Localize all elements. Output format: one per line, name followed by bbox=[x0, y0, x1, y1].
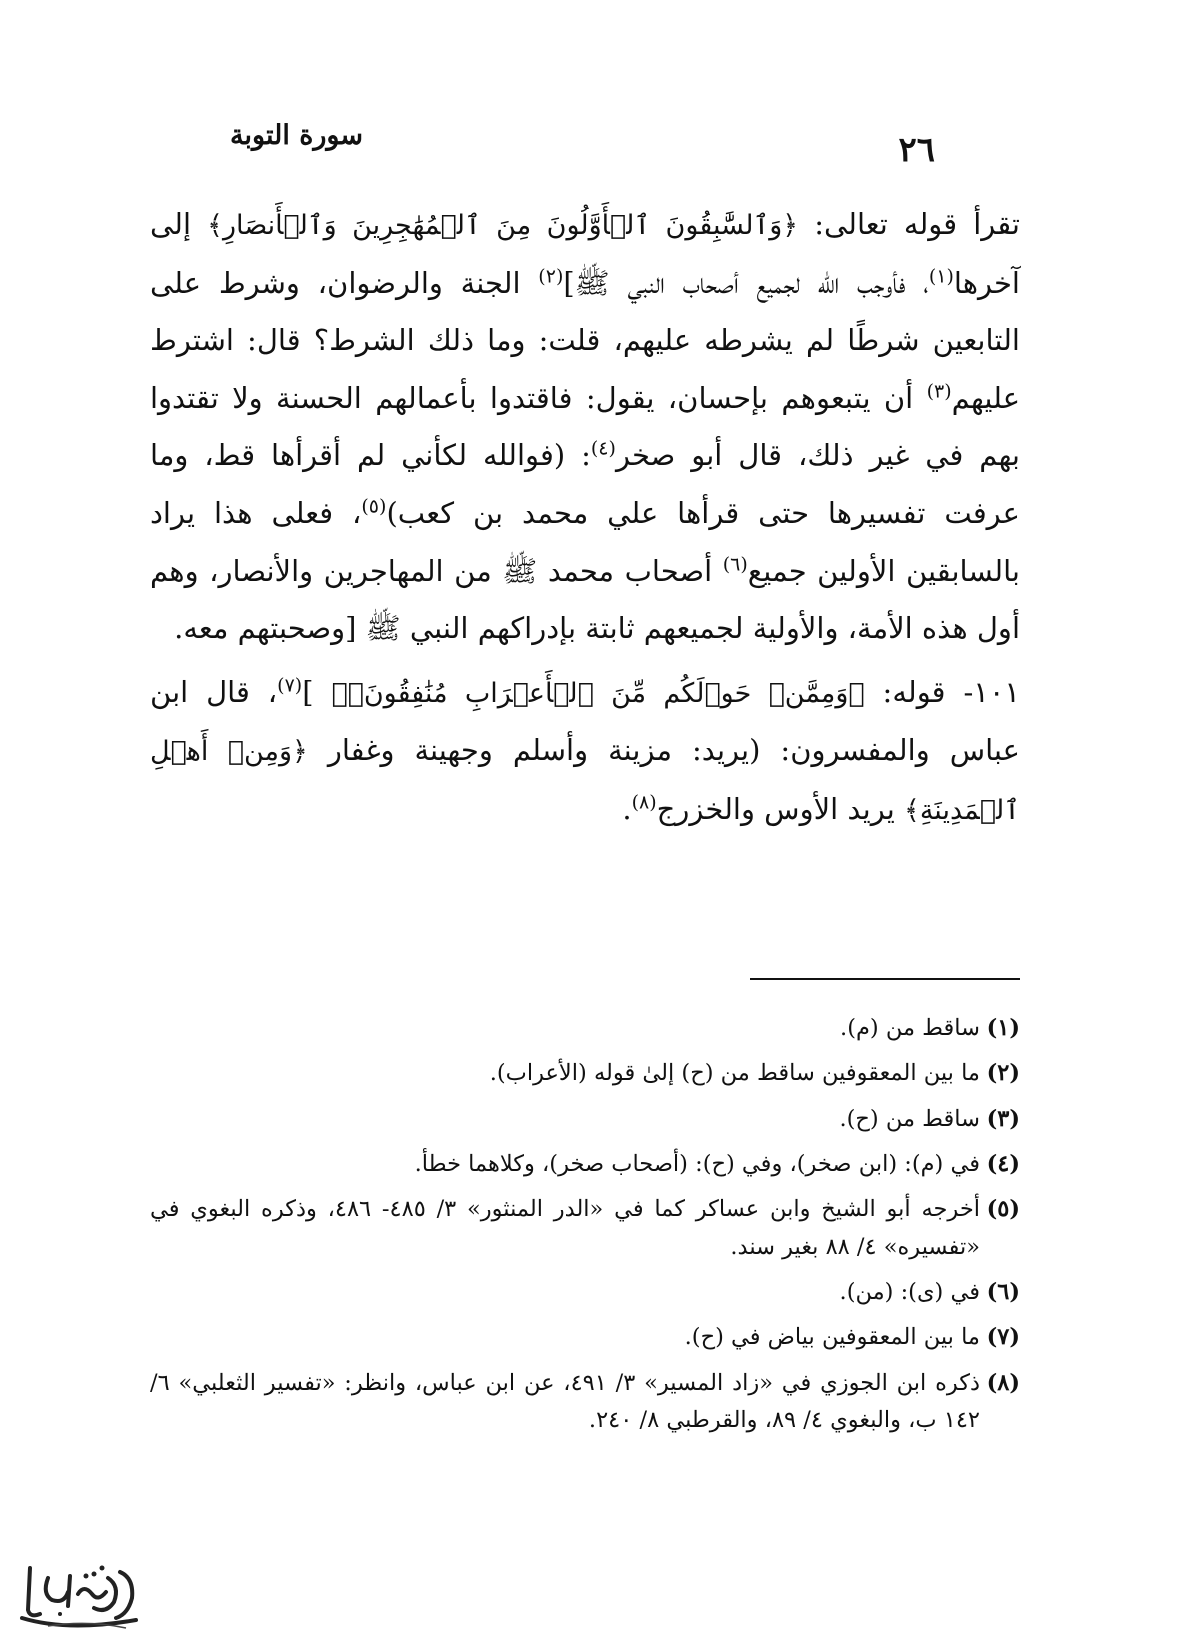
text-segment: : (فوالله لكأني لم أقرأها قط، وما عرفت تفسيرها حتى قرأها علي محمد بن كعب) bbox=[150, 438, 1020, 530]
footnote-ref[interactable]: (٧) bbox=[277, 674, 303, 697]
footnote-item bbox=[150, 1146, 1020, 1184]
paragraph bbox=[150, 664, 1020, 840]
surah-title: سورة التوبة bbox=[230, 120, 363, 151]
footnote-item bbox=[150, 1010, 1020, 1048]
footnote-ref[interactable]: (٢) bbox=[538, 264, 564, 287]
footnote-text: ما بين المعقوفين بياض في (ح). bbox=[684, 1324, 980, 1351]
quran-verse: ﴿وَمِمَّنۡ حَوۡلَكُم مِّنَ ٱلۡأَعۡرَابِ مُنَٰفِقُونَۖ﴾ bbox=[331, 677, 865, 709]
footnote-text: ما بين المعقوفين ساقط من (ح) إلىٰ قوله (الأعراب). bbox=[489, 1060, 980, 1087]
text-segment: ] bbox=[302, 674, 332, 709]
footnote-item bbox=[150, 1055, 1020, 1093]
calligraphy-logo-icon bbox=[8, 1548, 148, 1636]
text-segment: يريد الأوس والخزرج bbox=[656, 791, 904, 826]
footnote-divider bbox=[750, 978, 1020, 980]
footnote-ref[interactable]: (٨) bbox=[631, 791, 657, 814]
footnote-number: (٧) bbox=[986, 1324, 1020, 1351]
verse-number: ١٠١- قوله: bbox=[864, 674, 1020, 709]
footnote-item bbox=[150, 1274, 1020, 1312]
footnote-item bbox=[150, 1101, 1020, 1139]
text-segment: أصحاب محمد ﷺ من المهاجرين والأنصار، وهم أول هذه الأمة، والأولية لجميعهم ثابتة بإدراكهم النبي ﷺ [وصحبتهم معه. bbox=[150, 553, 1020, 646]
paragraph bbox=[150, 196, 1020, 658]
text-segment: . bbox=[622, 791, 632, 826]
footnote-ref[interactable]: (٤) bbox=[590, 437, 616, 460]
footnote-number: (٥) bbox=[986, 1196, 1020, 1223]
quran-verse: ﴿وَٱلسَّٰبِقُونَ ٱلۡأَوَّلُونَ مِنَ ٱلۡمُهَٰجِرِينَ وَٱلۡأَنصَارِ﴾ bbox=[207, 210, 799, 241]
footnote-ref[interactable]: (١) bbox=[928, 264, 954, 287]
page-number: ٢٦ bbox=[898, 130, 935, 170]
text-segment: إلى آخرها bbox=[150, 207, 1020, 300]
footnote-ref[interactable]: (٣) bbox=[926, 380, 952, 403]
footnote-number: (٤) bbox=[986, 1150, 1020, 1177]
text-segment: ، قال ابن عباس والمفسرون: (يريد: مزينة وأسلم وجهينة وغفار bbox=[150, 674, 1020, 768]
text-segment: أن يتبعوهم بإحسان، يقول: فاقتدوا بأعمالهم الحسنة ولا تقتدوا بهم في غير ذلك، قال أبو صخر bbox=[150, 380, 1021, 473]
footnote-number: (٦) bbox=[986, 1278, 1020, 1305]
main-text bbox=[150, 196, 1020, 840]
footnote-text: ذكره ابن الجوزي في «زاد المسير» ٣/ ٤٩١، عن ابن عباس، وانظر: «تفسير الثعلبي» ٦/ ١٤٢ ب، والبغوي ٤/ ٨٩، والقرطبي ٨/ ٢٤٠. bbox=[150, 1369, 980, 1434]
text-segment: تقرأ قوله تعالى: bbox=[798, 207, 1020, 241]
footnote-text: ساقط من (م). bbox=[840, 1015, 980, 1041]
text-segment: الجنة والرضوان، وشرط على التابعين شرطًا لم يشرطه عليهم، قلت: وما ذلك الشرط؟ قال: اشترط عليهم bbox=[150, 265, 1020, 415]
footnote-number: (٢) bbox=[986, 1060, 1020, 1087]
footnote-text: أخرجه أبو الشيخ وابن عساكر كما في «الدر المنثور» ٣/ ٤٨٥- ٤٨٦، وذكره البغوي في «تفسيره» ٤/ ٨٨ بغير سند. bbox=[150, 1196, 980, 1260]
footnote-item bbox=[150, 1191, 1020, 1266]
footnote-text: في (ى): (من). bbox=[839, 1278, 980, 1305]
text-segment: ، فعلى هذا يراد بالسابقين الأولين جميع bbox=[150, 495, 1020, 588]
footnote-item bbox=[150, 1365, 1020, 1440]
page-header bbox=[230, 112, 935, 172]
footnote-item bbox=[150, 1319, 1020, 1357]
footnote-ref[interactable]: (٦) bbox=[722, 552, 748, 575]
text-segment: ، فأوجب الله لجميع أصحاب النبي ﷺ] bbox=[563, 265, 929, 300]
footnote-text: ساقط من (ح). bbox=[839, 1105, 980, 1132]
footnotes-list bbox=[150, 1010, 1020, 1447]
footnote-ref[interactable]: (٥) bbox=[361, 495, 387, 518]
footnote-number: (١) bbox=[986, 1015, 1020, 1041]
footnote-text: في (م): (ابن صخر)، وفي (ح): (أصحاب صخر)، وكلاهما خطأ. bbox=[414, 1150, 980, 1177]
footnote-number: (٨) bbox=[986, 1369, 1020, 1396]
quran-verse: ﴿وَمِنۡ أَهۡلِ ٱلۡمَدِينَةِ﴾ bbox=[150, 736, 1020, 826]
footnote-number: (٣) bbox=[986, 1105, 1020, 1132]
